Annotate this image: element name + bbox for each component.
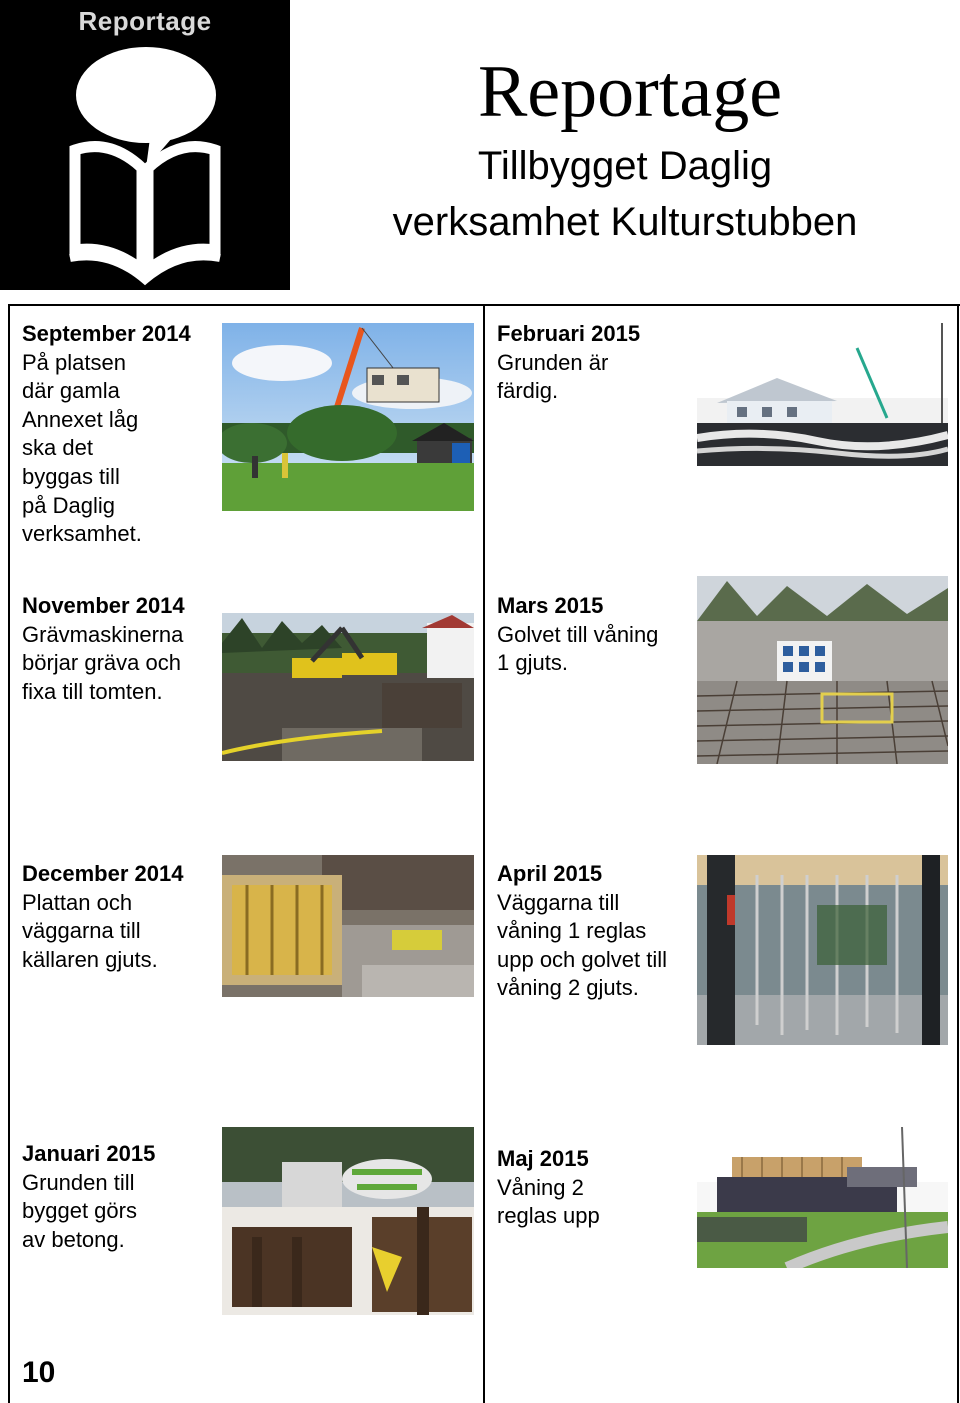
entry-date: Februari 2015 [497,321,641,346]
entry-date: April 2015 [497,861,603,886]
page-subtitle [330,138,920,250]
page-title: Reportage [477,51,783,133]
entry-december-2014 [22,860,222,974]
basement-walls-photo [222,855,474,997]
logo-wordmark: Reportage [78,6,212,36]
entry-date: Mars 2015 [497,593,604,618]
entry-text: Golvet till våning 1 gjuts. [497,621,659,676]
entry-mars-2015 [497,592,692,678]
entry-text: Våning 2 reglas upp [497,1174,600,1229]
entry-date: Maj 2015 [497,1146,589,1171]
entry-november-2014 [22,592,222,706]
crane-lifting-module-photo [222,323,474,511]
floor-rebar-photo [697,576,948,764]
speech-bubble-book-icon [0,0,290,290]
entry-date: December 2014 [22,861,184,886]
grid-middle-divider [483,304,485,1403]
entry-september-2014 [22,320,217,549]
concrete-truck-photo [222,1127,474,1315]
reportage-logo [0,0,290,290]
entry-text: Plattan och väggarna till källaren gjuts. [22,889,158,972]
entry-date: September 2014 [22,321,191,346]
second-floor-framing-photo [697,1127,948,1268]
excavator-photo [222,613,474,761]
scaffold-props-photo [697,855,948,1045]
finished-foundation-photo [697,323,948,466]
entry-text: På platsen där gamla Annexet låg ska det byggas till på Daglig verksamhet. [22,349,142,547]
entry-text: Grunden till bygget görs av betong. [22,1169,137,1252]
grid-top-border [8,304,960,306]
subtitle-line-1: Tillbygget Daglig [477,144,773,188]
entry-april-2015 [497,860,697,1003]
entry-text: Grunden är färdig. [497,349,609,404]
entry-maj-2015 [497,1145,692,1231]
entry-text: Väggarna till våning 1 reglas upp och golvet till våning 2 gjuts. [497,889,667,1001]
grid-right-border [957,304,959,1403]
grid-left-border [8,304,10,1403]
entry-februari-2015 [497,320,692,406]
entry-januari-2015 [22,1140,222,1254]
page-number: 10 [22,1356,56,1389]
entry-date: Januari 2015 [22,1141,156,1166]
entry-text: Grävmaskinerna börjar gräva och fixa till tomten. [22,621,184,704]
entry-date: November 2014 [22,593,185,618]
subtitle-line-2: verksamhet Kulturstubben [392,200,858,244]
